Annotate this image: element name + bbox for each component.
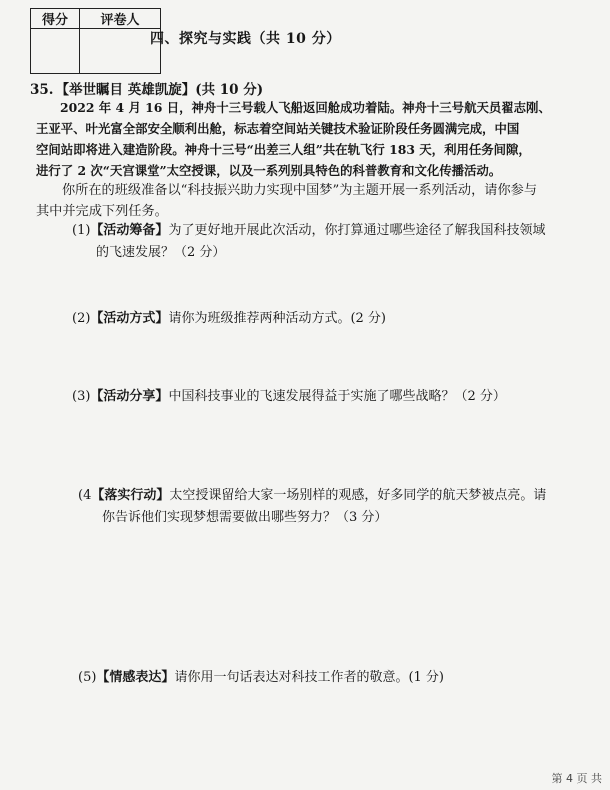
sub-question-tag: 【落实行动】 [91,488,170,503]
sub-question-1 [72,220,545,264]
sub-question-text: 为了更好地开展此次活动，你打算通过哪些途径了解我国科技领域 [168,223,546,238]
sub-question-5 [78,667,444,689]
score-table [30,8,161,74]
sub-question-text: 太空授课留给大家一场别样的观感，好多同学的航天梦被点亮。请 [169,488,547,503]
score-header: 得分 [31,9,80,29]
sub-question-tag: 【活动筹备】 [90,223,169,238]
sub-question-text: 请你用一句话表达对科技工作者的敬意。(1 分) [174,670,444,685]
sub-question-number: (5) [78,670,97,685]
score-cell [31,29,80,74]
sub-question-number: (1) [72,223,91,238]
sub-question-number: (2) [72,311,91,326]
sub-question-text: 请你为班级推荐两种活动方式。(2 分) [168,311,386,326]
sub-question-3 [72,386,506,408]
sub-question-tag: 【情感表达】 [96,670,175,685]
sub-question-text: 中国科技事业的飞速发展得益于实施了哪些战略？（2 分） [168,389,506,404]
sub-question-number: (3) [72,389,91,404]
passage-line: 2022 年 4 月 16 日，神舟十三号载人飞船返回舱成功着陆。神舟十三号航天员翟志刚、 [60,100,551,115]
section-title: 四、探究与实践（共 10 分） [150,31,341,47]
page-footer: 第 4 页 共 [551,772,602,785]
passage-line: 空间站即将进入建造阶段。神舟十三号“出差三人组”共在轨飞行 183 天，利用任务间隙， [36,142,531,157]
sub-question-number: (4 [78,488,92,503]
sub-question-2 [72,308,386,330]
question-title: 【举世瞩目 英雄凯旋】(共 10 分) [55,82,264,98]
grader-cell [80,29,161,74]
question-number: 35. [30,82,54,98]
sub-question-text-cont: 的飞速发展？（2 分） [96,245,226,260]
task-intro [36,180,537,222]
sub-question-text-cont: 你告诉他们实现梦想需要做出哪些努力？（3 分） [102,510,388,525]
passage-line: 进行了 2 次“天宫课堂”太空授课，以及一系列别具特色的科普教育和文化传播活动。 [36,163,502,178]
task-line: 你所在的班级准备以“科技振兴助力实现中国梦”为主题开展一系列活动，请你参与 [62,183,538,198]
passage-line: 王亚平、叶光富全部安全顺利出舱，标志着空间站关键技术验证阶段任务圆满完成，中国 [36,121,520,136]
sub-question-tag: 【活动分享】 [90,389,169,404]
sub-question-4 [78,485,546,529]
sub-question-tag: 【活动方式】 [90,311,169,326]
grader-header: 评卷人 [80,9,161,29]
passage [36,97,551,181]
question-header [30,78,263,98]
task-line: 其中并完成下列任务。 [36,204,168,219]
